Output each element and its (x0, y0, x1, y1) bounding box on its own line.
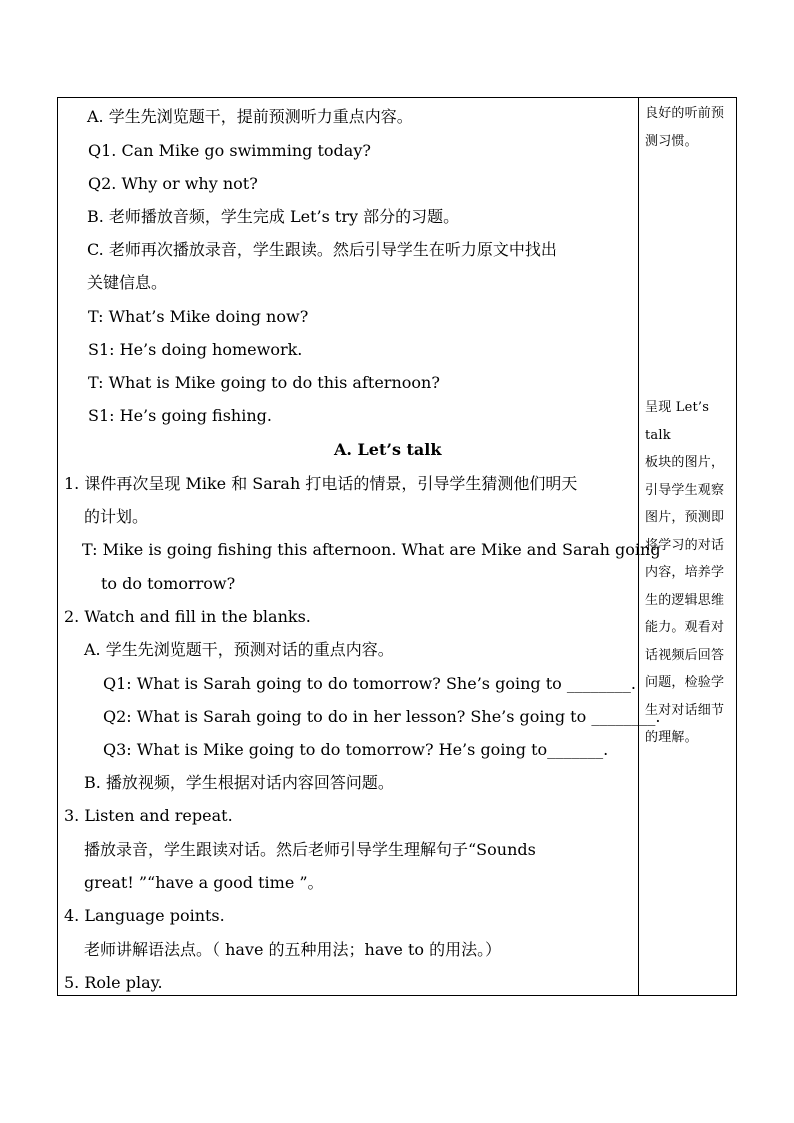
dialogue-student-1: S1: He’s doing homework. (88, 340, 303, 359)
step-2a-preview: A. 学生先浏览题干，预测对话的重点内容。 (84, 640, 394, 659)
dialogue-teacher-3: T: Mike is going fishing this afternoon. What are Mike and Sarah going (82, 540, 661, 559)
step-a-preview: A. 学生先浏览题干，提前预测听力重点内容。 (87, 107, 413, 126)
step-c-continued: 关键信息。 (87, 273, 168, 292)
step-4-detail: 老师讲解语法点。（ have 的五种用法；have to 的用法。） (84, 940, 502, 959)
step-c-repeat: C. 老师再次播放录音，学生跟读。然后引导学生在听力原文中找出 (87, 240, 557, 259)
step-2-watch: 2. Watch and fill in the blanks. (64, 607, 311, 626)
question-q1: Q1. Can Mike go swimming today? (88, 141, 371, 160)
design-note-listening-habit: 良好的听前预 测习惯。 (645, 106, 725, 149)
step-b-audio: B. 老师播放音频，学生完成 Let’s try 部分的习题。 (87, 207, 460, 226)
dialogue-teacher-1: T: What’s Mike doing now? (88, 307, 309, 326)
step-3-detail-continued: great! ”“have a good time ”。 (84, 873, 324, 892)
step-3-detail: 播放录音，学生跟读对话。然后老师引导学生理解句子“Sounds (84, 840, 536, 859)
question-q2: Q2. Why or why not? (88, 174, 258, 193)
dialogue-student-2: S1: He’s going fishing. (88, 406, 272, 425)
step-2b-video: B. 播放视频，学生根据对话内容回答问题。 (84, 773, 394, 792)
dialogue-teacher-2: T: What is Mike going to do this afternoon? (88, 373, 440, 392)
step-1-continued: 的计划。 (84, 507, 149, 526)
procedure-column (58, 98, 661, 995)
step-1-present: 1. 课件再次呈现 Mike 和 Sarah 打电话的情景，引导学生猜测他们明天 (64, 474, 578, 493)
blank-question-1: Q1: What is Sarah going to do tomorrow? She’s going to ________. (103, 674, 636, 693)
step-3-listen: 3. Listen and repeat. (64, 806, 233, 825)
design-note-lets-talk: 呈现 Let’s talk 板块的图片， 引导学生观察 图片，预测即 将学习的对话 内容，培养学 生的逻辑思维 能力。观看对 话视频后回答 问题，检验学 生对对话细节 的理解。 (645, 400, 725, 745)
design-intent-column (639, 98, 737, 995)
lesson-plan-table (57, 97, 737, 996)
blank-question-3: Q3: What is Mike going to do tomorrow? He’s going to_______. (103, 740, 609, 759)
blank-question-2: Q2: What is Sarah going to do in her lesson? She’s going to ________. (103, 707, 661, 726)
section-heading: A. Let’s talk (334, 440, 442, 459)
dialogue-teacher-3-continued: to do tomorrow? (101, 574, 236, 593)
step-5-role-play: 5. Role play. (64, 973, 163, 992)
step-4-language: 4. Language points. (64, 906, 225, 925)
